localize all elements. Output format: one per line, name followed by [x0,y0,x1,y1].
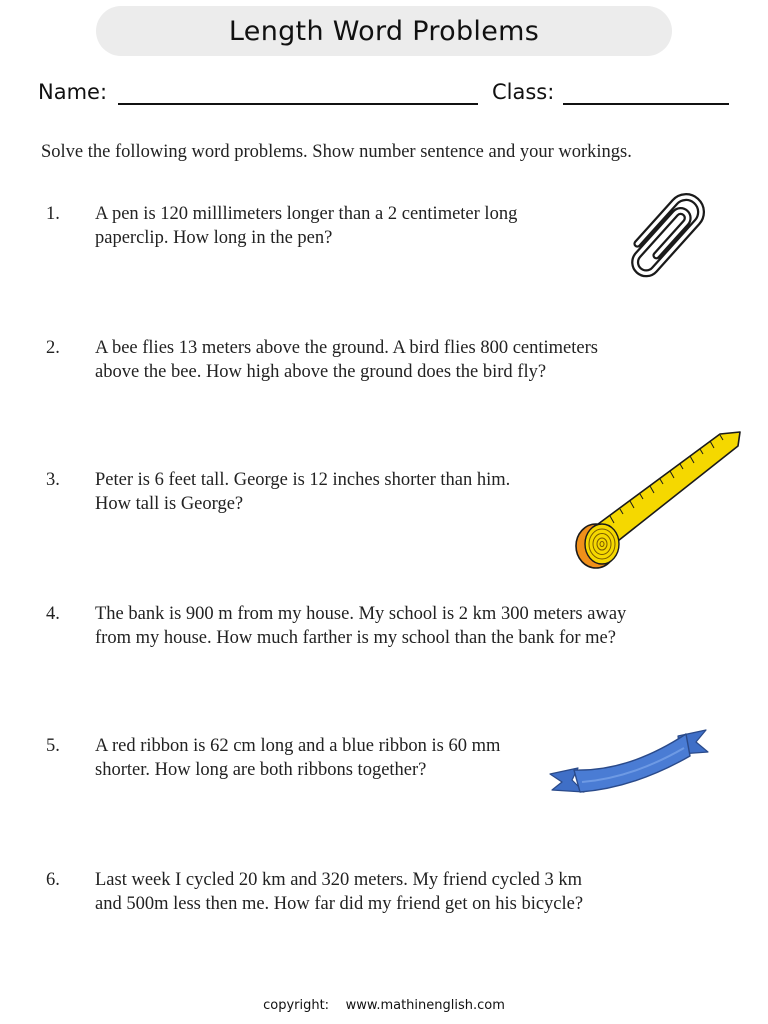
problem-number: 2. [46,338,60,358]
class-blank-line [563,103,729,105]
problem-text: A pen is 120 milllimeters longer than a 2 centimeter long paperclip. How long in the pen? [95,204,518,248]
problem-text: The bank is 900 m from my house. My school is 2 km 300 meters away from my house. How much farther is my school than the bank for me? [95,604,627,648]
page-title: Length Word Problems [228,15,540,47]
paperclip-icon [612,188,716,288]
problem-text: Peter is 6 feet tall. George is 12 inches shorter than him. How tall is George? [95,470,511,514]
problem-text: A bee flies 13 meters above the ground. A bird flies 800 centimeters above the bee. How high above the ground does the bird fly? [95,338,598,382]
ribbon-icon [548,722,710,798]
copyright-label: copyright: [263,998,330,1013]
tape-measure-icon [570,428,745,573]
problem-text: Last week I cycled 20 km and 320 meters. My friend cycled 3 km and 500m less then me. How far did my friend get on his bicycle? [95,870,584,914]
name-label: Name: [38,80,108,104]
problem-text: A red ribbon is 62 cm long and a blue ribbon is 60 mm shorter. How long are both ribbons together? [95,736,501,780]
problem-number: 6. [46,870,60,890]
name-blank-line [118,103,478,105]
problem-number: 4. [46,604,60,624]
problem-number: 1. [46,204,60,224]
site-url: www.mathinenglish.com [345,998,505,1013]
name-class-row [38,78,738,110]
instructions-text: Solve the following word problems. Show number sentence and your workings. [41,142,632,162]
problem-number: 3. [46,470,60,490]
title-banner [96,6,672,56]
problem-number: 5. [46,736,60,756]
copyright-footer [0,998,768,1013]
class-label: Class: [492,80,555,104]
